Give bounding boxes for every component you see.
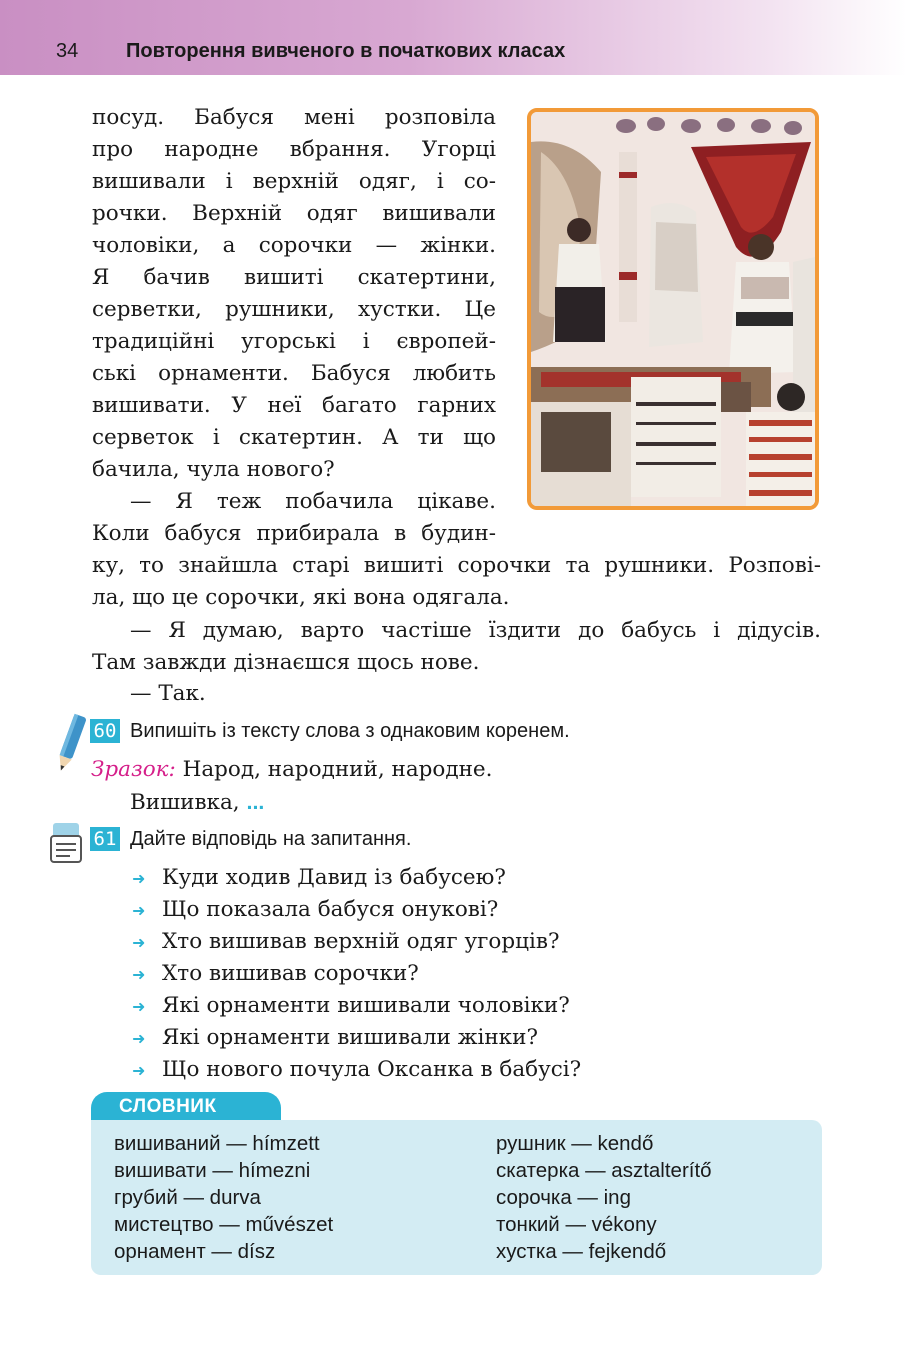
arrow-icon: ➜ <box>132 901 146 920</box>
document-icon <box>50 822 84 864</box>
sample-label: Зразок: <box>91 757 176 782</box>
vocabulary-right-column <box>496 1130 712 1265</box>
question-text: Що показала бабуся онукові? <box>162 897 499 922</box>
example-word: Вишивка, <box>130 790 247 815</box>
question-text: Які орнаменти вишивали чоловіки? <box>162 993 570 1018</box>
vocabulary-left-column <box>114 1130 333 1265</box>
question-text: Які орнаменти вишивали жінки? <box>162 1025 538 1050</box>
text-line: Коли бабуся прибирала в будин- <box>92 521 496 546</box>
arrow-icon: ➜ <box>132 1061 146 1080</box>
arrow-icon: ➜ <box>132 1029 146 1048</box>
arrow-icon: ➜ <box>132 869 146 888</box>
question-text: Хто вишивав сорочки? <box>162 961 419 986</box>
sample-text: Народ, народний, народне. <box>175 757 493 782</box>
museum-illustration <box>531 112 815 506</box>
list-item <box>132 894 498 927</box>
text-line: про народне вбрання. Угорці <box>92 137 496 162</box>
text-line: ла, що це сорочки, які вона одягала. <box>92 585 510 610</box>
list-item <box>132 926 559 959</box>
text-line: серветки, рушники, хустки. Це <box>92 297 496 322</box>
text-line: чоловіки, а сорочки — жінки. <box>92 233 496 258</box>
list-item <box>132 958 419 991</box>
dialogue-line: — Так. <box>130 681 206 706</box>
question-text: Хто вишивав верхній одяг угорців? <box>162 929 560 954</box>
arrow-icon: ➜ <box>132 997 146 1016</box>
running-title: Повторення вивченого в початкових класах <box>126 40 566 62</box>
page-header <box>0 0 907 75</box>
list-item <box>132 862 506 895</box>
dialogue-line: — Я теж побачила цікаве. <box>130 489 496 514</box>
text-line: Там завжди дізнаєшся щось нове. <box>92 650 480 675</box>
text-line: Я бачив вишиті скатертини, <box>92 265 496 290</box>
question-text: Куди ходив Давид із бабусею? <box>162 865 506 890</box>
arrow-icon: ➜ <box>132 965 146 984</box>
vocab-entry: орнамент — dísz <box>114 1240 276 1263</box>
text-line: вишивати. У неї багато гарних <box>92 393 496 418</box>
example-line <box>130 786 264 819</box>
question-text: Що нового почула Оксанка в бабусі? <box>162 1057 582 1082</box>
text-line: ські орнаменти. Бабуся любить <box>92 361 496 386</box>
text-line: посуд. Бабуся мені розповіла <box>92 105 496 130</box>
task-60-instruction: Випишіть із тексту слова з однаковим коренем. <box>130 720 570 742</box>
vocab-entry: грубий — durva <box>114 1186 261 1209</box>
sample-line <box>91 754 492 786</box>
text-line: серветок і скатертин. А ти що <box>92 425 496 450</box>
arrow-icon: ➜ <box>132 933 146 952</box>
vocabulary-box <box>91 1120 822 1275</box>
vocab-entry: вишиваний — hímzett <box>114 1132 320 1155</box>
vocab-entry: сорочка — ing <box>496 1186 631 1209</box>
text-line: рочки. Верхній одяг вишивали <box>92 201 496 226</box>
vocab-entry: скатерка — asztalterítő <box>496 1159 712 1182</box>
list-item <box>132 1022 538 1055</box>
task-61-instruction: Дайте відповідь на запитання. <box>130 828 412 850</box>
museum-photo <box>527 108 819 510</box>
vocabulary-heading: СЛОВНИК <box>91 1092 281 1122</box>
text-line: вишивали і верхній одяг, і со- <box>92 169 496 194</box>
dialogue-line: — Я думаю, варто частіше їздити до бабусь і дідусів. <box>130 618 821 643</box>
text-line: ку, то знайшла старі вишиті сорочки та рушники. Розпові- <box>92 553 821 578</box>
vocab-entry: тонкий — vékony <box>496 1213 657 1236</box>
vocab-entry: мистецтво — művészet <box>114 1213 334 1236</box>
task-number-61: 61 <box>90 827 120 851</box>
text-line: бачила, чула нового? <box>92 457 335 482</box>
text-line: традиційні угорські і європей- <box>92 329 496 354</box>
vocab-entry: рушник — kendő <box>496 1132 654 1155</box>
list-item <box>132 990 570 1023</box>
pencil-icon <box>52 712 88 776</box>
page-number: 34 <box>56 40 79 62</box>
vocab-entry: хустка — fejkendő <box>496 1240 667 1263</box>
task-number-60: 60 <box>90 719 120 743</box>
list-item <box>132 1054 581 1087</box>
vocab-entry: вишивати — hímezni <box>114 1159 311 1182</box>
ellipsis: ... <box>246 790 265 814</box>
